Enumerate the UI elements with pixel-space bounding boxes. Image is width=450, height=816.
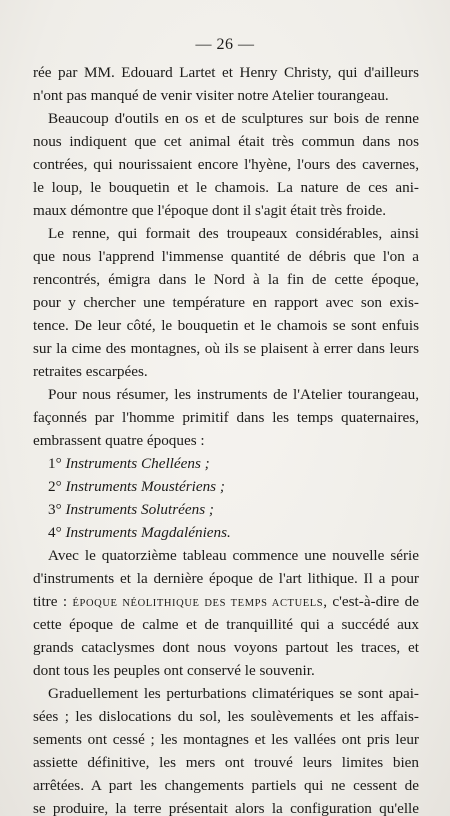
text-line: se produire, la terre présentait alors la configuration qu'elle <box>33 800 419 816</box>
text-line: Graduellement les perturbations climatériques se sont apai- <box>48 685 419 702</box>
text-line: contrées, qui nourissaient encore l'hyène, l'ours des cavernes, <box>33 156 419 173</box>
text-line: sur la cime des montagnes, où ils se plaisent à errer dans leurs <box>33 340 419 357</box>
text-line: rencontrés, émigra dans le Nord à la fin de cette époque, <box>33 271 419 288</box>
page-number: — 26 — <box>195 36 255 53</box>
list-item <box>48 498 419 522</box>
list-item-text: 4° Instruments Magdaléniens. <box>48 524 231 541</box>
text-line: embrassent quatre époques : <box>33 432 205 449</box>
text-line: Le renne, qui formait des troupeaux considérables, ainsi <box>48 225 419 242</box>
list-item <box>48 521 419 545</box>
text-line: sées ; les dislocations du sol, les soulèvements et les affais- <box>33 708 419 725</box>
text-line: Pour nous résumer, les instruments de l'Atelier tourangeau, <box>48 386 419 403</box>
text-line: tence. De leur côté, le bouquetin et le chamois se sont enfuis <box>33 317 419 334</box>
text-line: cette époque de calme et de tranquillité qui a succédé aux <box>33 616 419 633</box>
text-line: retraites escarpées. <box>33 363 148 380</box>
text-line: rée par MM. Edouard Lartet et Henry Christy, qui d'ailleurs <box>33 64 419 81</box>
text-line: n'ont pas manqué de venir visiter notre Atelier tourangeau. <box>33 87 389 104</box>
text-line: d'instruments et la dernière époque de l'art lithique. Il a pour <box>33 570 419 587</box>
list-item <box>48 452 419 476</box>
text-line: nous indiquent que cet animal était très commun dans nos <box>33 133 419 150</box>
list-item <box>48 475 419 499</box>
text-line: sements ont cessé ; les montagnes et les vallées ont pris leur <box>33 731 419 748</box>
text-line: maux démontre que l'époque dont il s'agit était très froide. <box>33 202 386 219</box>
text-line: arrêtées. A part les changements partiels qui ne cessent de <box>33 777 419 794</box>
list-item-text: 1° Instruments Chelléens ; <box>48 455 210 472</box>
text-line: pour y chercher une température en rapport avec son exis- <box>33 294 419 311</box>
text-line: Beaucoup d'outils en os et de sculptures sur bois de renne <box>48 110 419 127</box>
text-line: façonnés par l'homme primitif dans les temps quaternaires, <box>33 409 419 426</box>
text-line: que nous l'apprend l'immense quantité de débris que l'on a <box>33 248 419 265</box>
text-line: grands cataclysmes dont nous voyons partout les traces, et <box>33 639 419 656</box>
text-line: assiette définitive, les mers ont trouvé leurs limites bien <box>33 754 419 771</box>
text-line: le loup, le bouquetin et le chamois. La nature de ces ani- <box>33 179 419 196</box>
list-item-text: 2° Instruments Moustériens ; <box>48 478 225 495</box>
text-line-small-caps: titre : ÉPOQUE NÉOLITHIQUE DES TEMPS ACTUELS, c'est-à-dire de <box>33 593 419 610</box>
text-line: Avec le quatorzième tableau commence une nouvelle série <box>48 547 419 564</box>
list-item-text: 3° Instruments Solutréens ; <box>48 501 214 518</box>
text-line: dont tous les peuples ont conservé le souvenir. <box>33 662 315 679</box>
